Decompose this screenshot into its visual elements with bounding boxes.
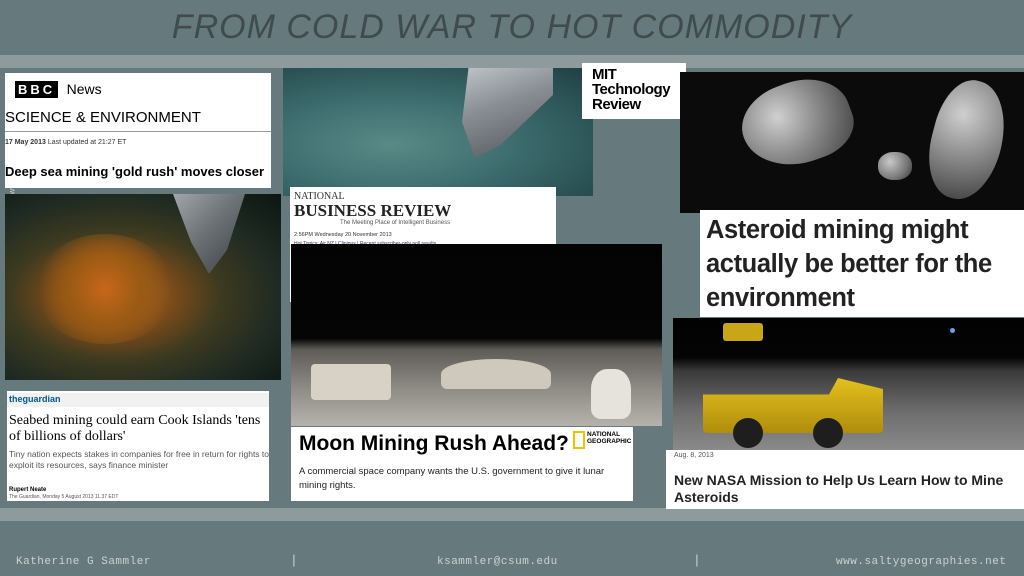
- robot-claw: [155, 194, 245, 274]
- guardian-author: Rupert Neate: [9, 487, 47, 493]
- footer-website[interactable]: www.saltygeographies.net: [836, 556, 1007, 568]
- bbc-article-card: [5, 73, 271, 188]
- divider: [5, 131, 271, 132]
- moon-base-photo: [291, 244, 662, 426]
- deep-sea-rock-photo: [5, 194, 281, 380]
- astronaut: [591, 369, 631, 419]
- guardian-subhead: Tiny nation expects stakes in companies for free in return for rights to exploit its resources, says finance minister: [9, 449, 269, 470]
- guardian-article-card: [7, 391, 269, 501]
- asteroid-headline: Asteroid mining might actually be better for the environment: [706, 216, 992, 312]
- lunar-rover: [703, 378, 883, 433]
- asteroid-article-card: [700, 210, 1024, 317]
- seafloor-robot-photo: [283, 68, 593, 196]
- nasa-article-card: [666, 450, 1024, 509]
- top-stripe: [0, 55, 1024, 68]
- bbc-logo: BBC News: [15, 81, 102, 99]
- lunar-rover-photo: [673, 318, 1024, 450]
- nbr-masthead-line1: NATIONAL: [294, 191, 345, 202]
- guardian-headline: Seabed mining could earn Cook Islands 'tens of billions of dollars': [9, 413, 261, 444]
- bbc-headline: Deep sea mining 'gold rush' moves closer: [5, 164, 265, 179]
- nasa-date: Aug. 8, 2013: [674, 452, 714, 459]
- natgeo-rectangle-icon: [573, 431, 585, 449]
- earth: [950, 328, 955, 333]
- lunar-vehicle: [311, 364, 391, 400]
- slide-title: FROM COLD WAR TO HOT COMMODITY: [171, 8, 853, 46]
- nbr-tagline: The Meeting Place of Intelligent Business: [340, 220, 451, 226]
- footer-name: Katherine G Sammler: [16, 556, 151, 568]
- natgeo-article-card: [291, 427, 633, 501]
- asteroid-photo: [680, 72, 1024, 213]
- footer-email[interactable]: ksammler@csum.edu: [437, 556, 558, 568]
- asteroid: [878, 152, 912, 180]
- footer-separator: |: [290, 553, 298, 568]
- bottom-stripe: [0, 508, 1024, 521]
- natgeo-subhead: A commercial space company wants the U.S. government to give it lunar mining rights.: [299, 466, 605, 491]
- nasa-headline: New NASA Mission to Help Us Learn How to Mine Asteroids: [674, 472, 1004, 505]
- nbr-date: 2:56PM Wednesday 20 November 2013: [294, 232, 392, 238]
- bbc-dateline: 17 May 2013 Last updated at 21:27 ET: [5, 139, 127, 146]
- mit-technology-review-logo: MIT Technology Review: [582, 63, 686, 119]
- guardian-logo: theguardian: [9, 394, 61, 404]
- lunar-habitat: [441, 359, 551, 389]
- natgeo-headline: Moon Mining Rush Ahead?: [299, 432, 569, 455]
- asteroid: [918, 73, 1017, 207]
- guardian-date: The Guardian, Monday 5 August 2013 11.37 EDT: [9, 494, 119, 500]
- nbr-masthead-line2: BUSINESS REVIEW: [294, 201, 452, 220]
- asteroid: [731, 72, 862, 180]
- robot-arm: [423, 68, 553, 158]
- natgeo-logo: NATIONAL GEOGRAPHIC: [587, 431, 632, 445]
- footer-separator: |: [693, 553, 701, 568]
- bbc-section: SCIENCE & ENVIRONMENT: [5, 109, 201, 126]
